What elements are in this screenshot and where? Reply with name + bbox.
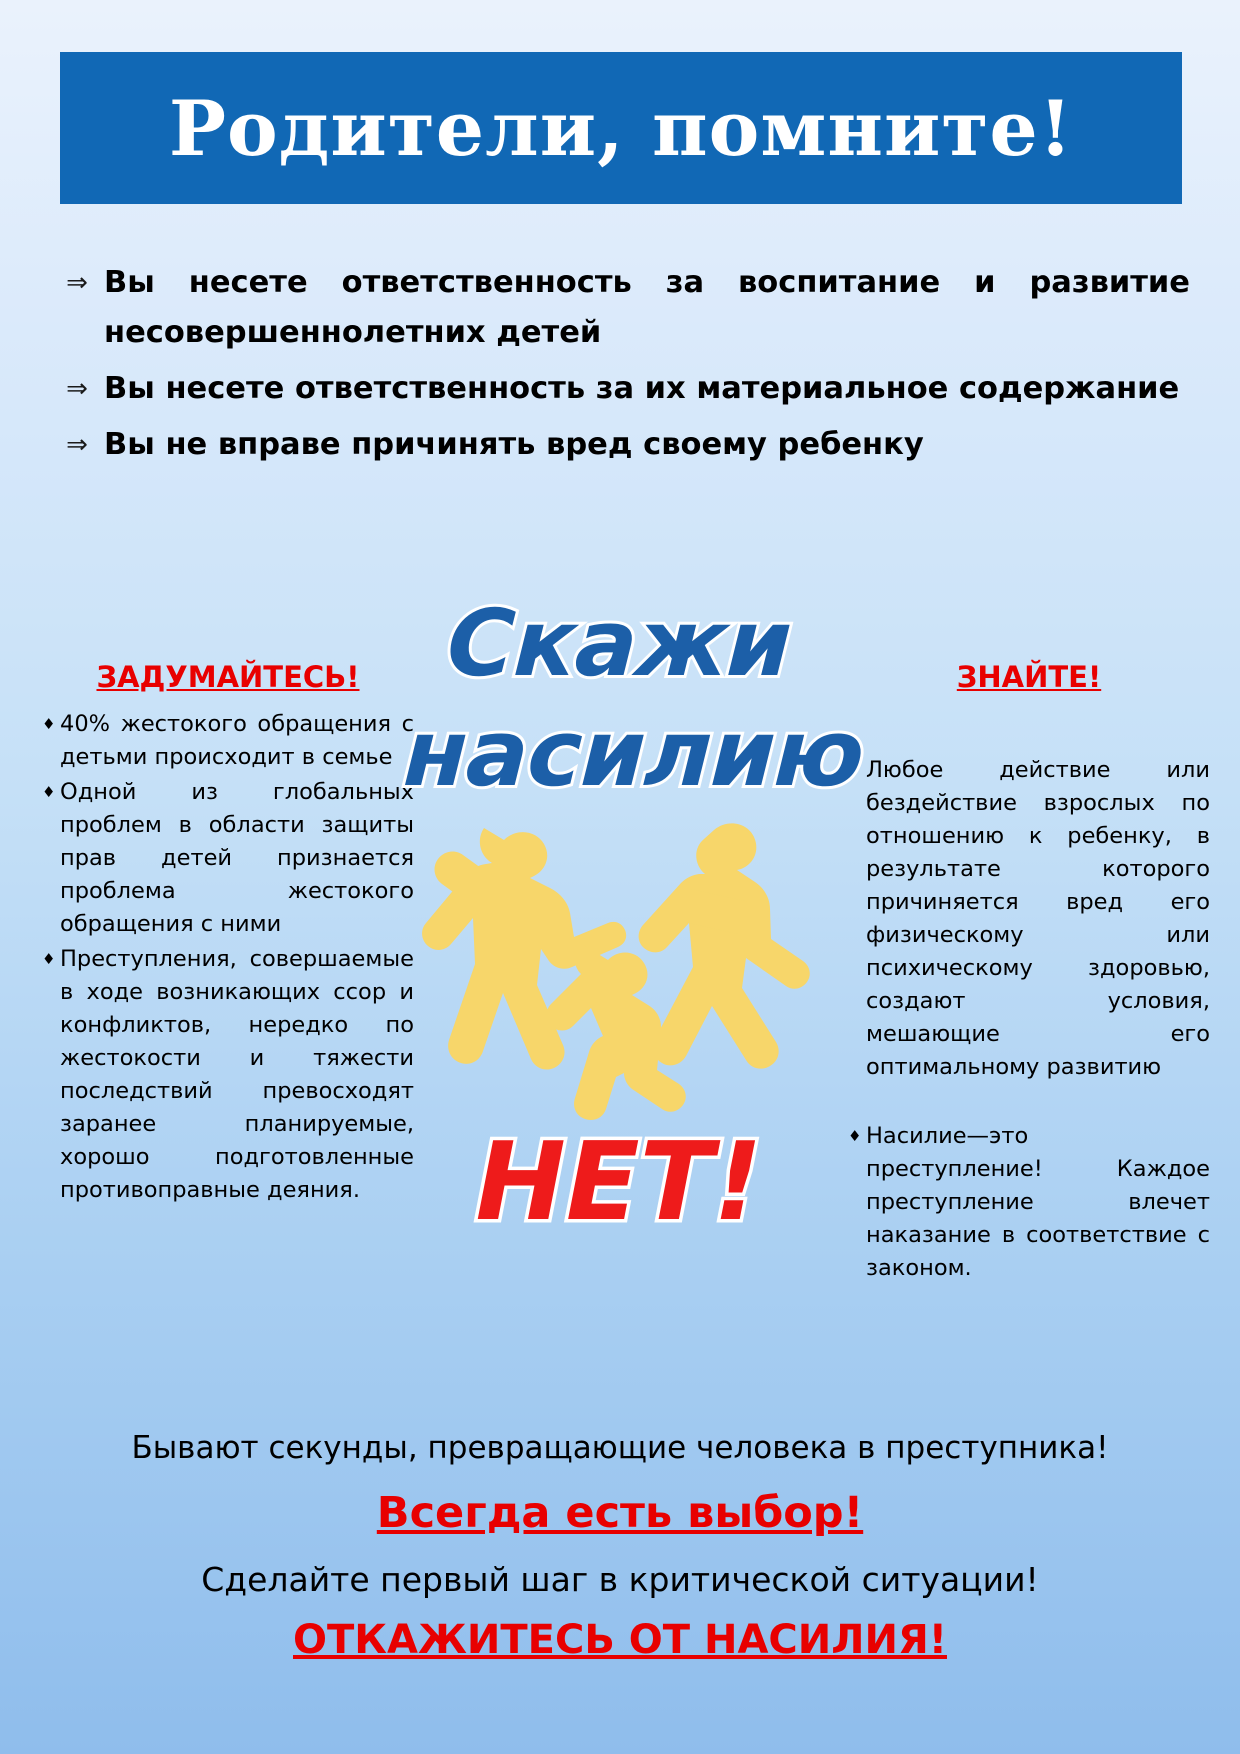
page-title: Родители, помните! <box>168 83 1074 173</box>
rule-text: Вы несете ответственность за их материальное содержание <box>104 371 1180 406</box>
arrow-icon: ⇒ <box>66 374 88 404</box>
footer-line-3: Сделайте первый шаг в критической ситуации! <box>201 1560 1039 1599</box>
right-column-heading: ЗНАЙТЕ! <box>956 660 1102 694</box>
list-item <box>50 258 1190 358</box>
left-column-heading: ЗАДУМАЙТЕСЬ! <box>96 660 360 694</box>
left-fact-list <box>42 708 414 1207</box>
list-item <box>50 420 1190 470</box>
headline-no: НЕТ! <box>475 1120 763 1245</box>
rule-text: Вы не вправе причинять вред своему ребенку <box>104 427 924 462</box>
rules-list <box>50 258 1190 476</box>
center-artwork <box>401 590 866 1310</box>
list-item <box>50 364 1190 414</box>
title-banner <box>60 52 1182 204</box>
footer-line-1: Бывают секунды, превращающие человека в преступника! <box>131 1430 1109 1466</box>
list-item: ♦ Преступления, совершаемые в ходе возникающих ссор и конфликтов, нередко по жестокости и тяжести последствий превосходят заранее планируемые, хорошо подготовленные противоправные деяния. <box>42 943 414 1207</box>
list-item: ♦ 40% жестокого обращения с детьми происходит в семье <box>42 708 414 774</box>
list-item: ♦ Одной из глобальных проблем в области защиты прав детей признается проблема жестокого обращения с ними <box>42 776 414 941</box>
footer-block <box>0 1430 1240 1663</box>
left-column <box>42 660 414 1209</box>
arrow-icon: ⇒ <box>66 268 88 298</box>
right-column <box>848 660 1210 1321</box>
list-item: ♦ Насилие—это преступление! Каждое преступление влечет наказание в соответствие с законом. <box>848 1120 1210 1285</box>
arrow-icon: ⇒ <box>66 430 88 460</box>
headline-violence: насилию <box>401 700 866 807</box>
list-item: ♦ Любое действие или бездействие взрослых по отношению к ребенку, в результате которого причиняется вред его физическому или психическому здоровью, создают условия, мешающие его оптимальному развитию <box>848 754 1210 1084</box>
headline-say: Скажи <box>444 590 794 697</box>
rule-text: Вы несете ответственность за воспитание и развитие несовершеннолетних детей <box>104 265 1190 350</box>
violence-silhouettes-icon <box>384 810 854 1140</box>
right-fact-list <box>848 754 1210 1285</box>
footer-line-2: Всегда есть выбор! <box>376 1488 864 1538</box>
footer-line-4: ОТКАЖИТЕСЬ ОТ НАСИЛИЯ! <box>293 1617 947 1663</box>
